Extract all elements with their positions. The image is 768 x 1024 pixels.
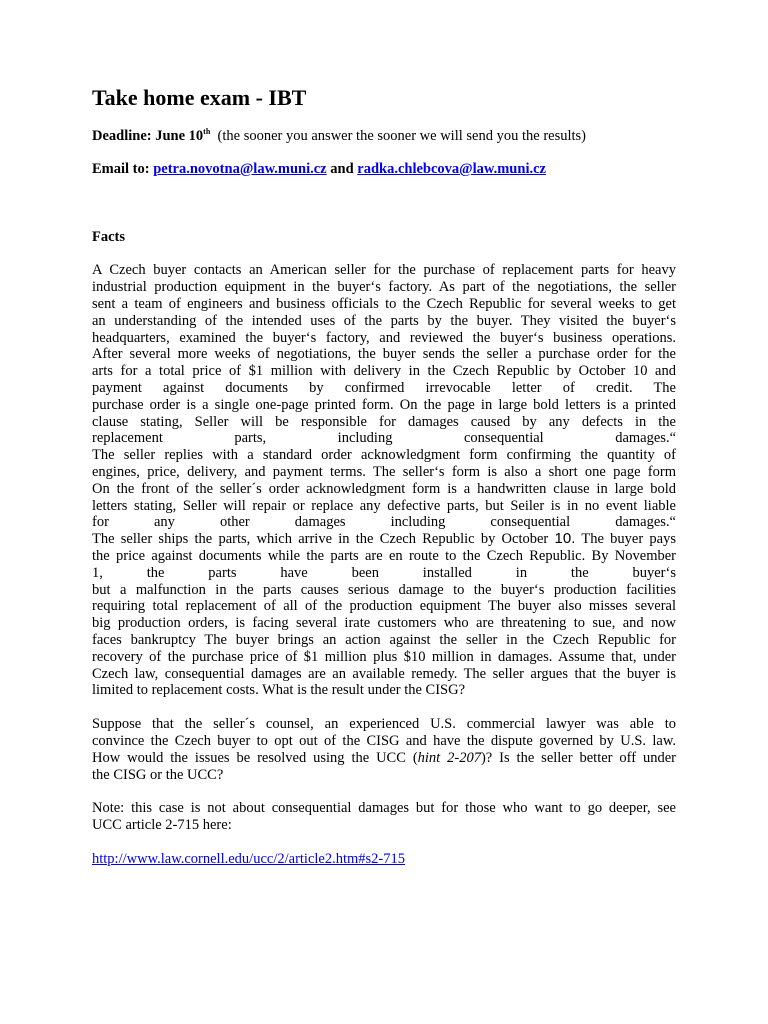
deadline-sup: th	[203, 127, 211, 137]
deadline-label: Deadline: June 10	[92, 128, 204, 144]
deadline-note: (the sooner you answer the sooner we will send you the results)	[217, 128, 587, 144]
email-and: and	[330, 160, 354, 177]
ship-line-after: The buyer pays	[575, 531, 676, 548]
facts-line: clause stating, Seller will be responsible for damages caused by any defects in the	[92, 413, 676, 430]
facts-heading: Facts	[92, 228, 126, 245]
note-line: Note: this case is not about consequential damages but for those who want to go deeper, see	[92, 800, 676, 817]
email-link-petra[interactable]: petra.novotna@law.muni.cz	[153, 160, 327, 177]
facts-line: the price against documents while the parts are en route to the Czech Republic. By November	[92, 547, 676, 564]
ship-line-before: The seller ships the parts, which arrive in the Czech Republic by October	[92, 531, 555, 548]
facts-line: Czech law, consequential damages are an available remedy. The seller argues that the buyer is	[92, 665, 676, 682]
suppose-paragraph	[92, 716, 676, 783]
email-line	[92, 161, 676, 178]
note-paragraph	[92, 800, 676, 834]
facts-line: letters stating, Seller will repair or replace any defective parts, but Seiler is in no event liable	[92, 497, 676, 514]
deadline-line	[92, 128, 676, 145]
ship-line-date: 10.	[554, 530, 576, 548]
suppose-text: How would the issues be resolved using the UCC (	[92, 749, 418, 766]
facts-line: limited to replacement costs. What is the result under the CISG?	[92, 682, 466, 699]
facts-line: replacement parts, including consequential damages.“	[92, 430, 676, 447]
email-link-radka[interactable]: radka.chlebcova@law.muni.cz	[357, 160, 546, 177]
facts-line: but a malfunction in the parts causes serious damage to the buyer‘s production facilities	[92, 581, 676, 598]
facts-line: an understanding of the intended uses of the parts by the buyer. They visited the buyer‘s	[92, 312, 676, 329]
suppose-text: )? Is the seller better off under	[480, 749, 676, 766]
suppose-line: convince the Czech buyer to opt out of the CISG and have the dispute governed by U.S. law.	[92, 732, 676, 749]
ship-line	[92, 531, 676, 548]
facts-line: for any other damages including consequential damages.“	[92, 514, 676, 531]
facts-line: payment against documents by confirmed irrevocable letter of credit. The	[92, 379, 676, 396]
facts-line: A Czech buyer contacts an American seller for the purchase of replacement parts for heavy	[92, 262, 676, 279]
url-line	[92, 851, 676, 868]
facts-line: On the front of the seller´s order acknowledgment form is a handwritten clause in large bold	[92, 480, 676, 497]
facts-line: requiring total replacement of all of the production equipment The buyer also misses several	[92, 598, 676, 615]
facts-line: recovery of the purchase price of $1 million plus $10 million in damages. Assume that, under	[92, 648, 676, 665]
suppose-hint: hint 2-207	[417, 749, 481, 766]
facts-line: headquarters, examined the buyer‘s factory, and reviewed the buyer‘s business operations.	[92, 329, 676, 346]
suppose-line	[92, 750, 676, 767]
note-line: UCC article 2-715 here:	[92, 817, 232, 834]
facts-line: After several more weeks of negotiations, the buyer sends the seller a purchase order for the	[92, 346, 676, 363]
facts-line: The seller replies with a standard order acknowledgment form confirming the quantity of	[92, 447, 676, 464]
facts-line: industrial production equipment in the buyer‘s factory. As part of the negotiations, the seller	[92, 279, 676, 296]
facts-line: big production orders, is facing several irate customers who are threatening to sue, and now	[92, 615, 676, 632]
page-title: Take home exam - IBT	[92, 85, 307, 110]
ucc-link[interactable]: http://www.law.cornell.edu/ucc/2/article2.htm#s2-715	[92, 850, 406, 867]
facts-line: engines, price, delivery, and payment terms. The seller‘s form is also a short one page form	[92, 463, 676, 480]
facts-line: sent a team of engineers and business officials to the Czech Republic for several weeks to get	[92, 295, 676, 312]
email-label: Email to:	[92, 160, 150, 177]
suppose-line: the CISG or the UCC?	[92, 766, 224, 783]
document-page	[92, 84, 676, 882]
facts-line: purchase order is a single one-page printed form. On the page in large bold letters is a printed	[92, 396, 676, 413]
facts-line: arts for a total price of $1 million with delivery in the Czech Republic by October 10 and	[92, 363, 676, 380]
facts-paragraph	[92, 262, 676, 699]
suppose-line: Suppose that the seller´s counsel, an experienced U.S. commercial lawyer was able to	[92, 716, 676, 733]
facts-line: faces bankruptcy The buyer brings an action against the seller in the Czech Republic for	[92, 631, 676, 648]
facts-line: 1, the parts have been installed in the buyer‘s	[92, 564, 676, 581]
